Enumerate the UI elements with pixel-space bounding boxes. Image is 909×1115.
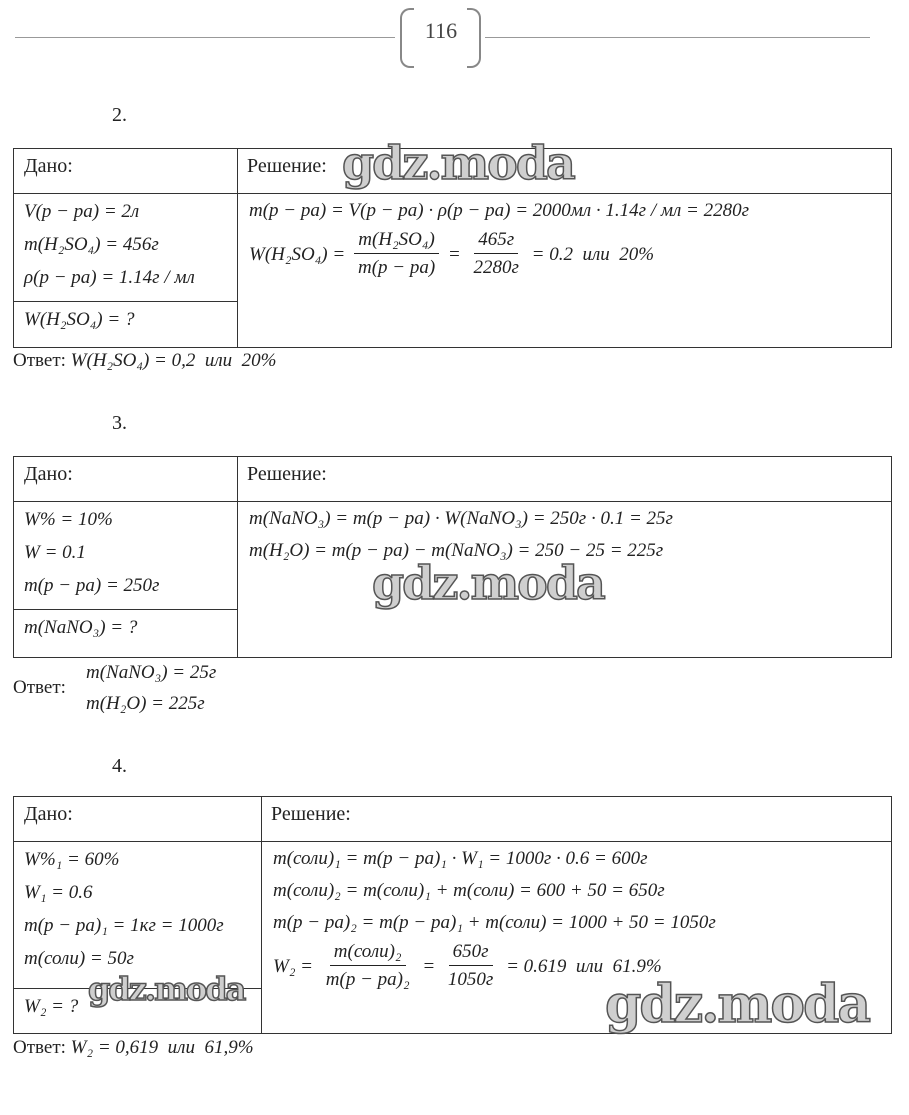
given-header: Дано: — [24, 803, 73, 825]
formula-text: m(соли)₂ = m(соли)₁ + m(соли) = 600 + 50 = 650г — [273, 880, 665, 901]
formula-text: m(NaNO₃) = m(p − pa) · W(NaNO₃) = 250г · 0.1 = 25г — [249, 508, 673, 529]
given-find-divider — [14, 301, 237, 302]
given-item: W%₁ = 60% — [24, 849, 120, 870]
fraction — [444, 939, 497, 994]
formula-text: = — [443, 243, 466, 265]
fraction-numerator: m(H₂SO₄) — [354, 227, 439, 254]
watermark-logo: gdz.moda — [372, 556, 604, 610]
solution-block — [249, 195, 749, 282]
header-rule-left — [15, 37, 395, 38]
formula-text: = 0.2 или 20% — [526, 243, 655, 265]
watermark-logo: gdz.moda — [88, 970, 245, 1008]
table-header-divider — [14, 841, 891, 842]
solution-line — [249, 195, 749, 227]
fraction-denominator: m(p − pa)₂ — [325, 969, 410, 990]
find-item: m(NaNO₃) = ? — [24, 617, 138, 638]
table-column-divider — [261, 797, 262, 1033]
solution-header: Решение: — [247, 463, 327, 485]
formula-text: W₂ = — [273, 955, 318, 977]
solution-line — [273, 875, 716, 907]
given-item: m(p − pa) = 250г — [24, 575, 160, 596]
given-item: V(p − pa) = 2л — [24, 201, 140, 222]
fraction-numerator: m(соли)₂ — [330, 939, 406, 966]
given-item: m(H₂SO₄) = 456г — [24, 234, 159, 255]
given-item: m(соли) = 50г — [24, 948, 134, 969]
formula-text: m(p − pa) = V(p − pa) · ρ(p − pa) = 2000мл · 1.14г / мл = 2280г — [249, 200, 750, 221]
solution-line — [249, 503, 673, 535]
formula-text: W(H₂SO₄) = — [249, 243, 350, 265]
fraction — [354, 227, 439, 282]
formula-text: = 0.619 или 61.9% — [501, 955, 662, 977]
header-rule-right — [485, 37, 870, 38]
formula-text: m(H₂O) = m(p − pa) − m(NaNO₃) = 250 − 25 = 225г — [249, 540, 664, 561]
problem-number: 4. — [112, 755, 127, 777]
given-item: ρ(p − pa) = 1.14г / мл — [24, 267, 195, 288]
given-item: m(p − pa)₁ = 1кг = 1000г — [24, 915, 224, 936]
find-item: W₂ = ? — [24, 996, 79, 1017]
formula-text: = — [417, 955, 440, 977]
answer-value: m(H₂O) = 225г — [86, 693, 205, 714]
answer-label: Ответ: — [13, 677, 66, 698]
given-header: Дано: — [24, 463, 73, 485]
fraction-denominator: 1050г — [447, 969, 494, 990]
table-column-divider — [237, 149, 238, 347]
find-item: W(H₂SO₄) = ? — [24, 309, 135, 330]
given-list — [24, 843, 224, 975]
fraction-denominator: m(p − pa) — [357, 257, 436, 278]
formula-text: m(соли)₁ = m(p − pa)₁ · W₁ = 1000г · 0.6 = 600г — [273, 848, 648, 869]
fraction-numerator: 465г — [474, 227, 518, 254]
solution-line — [273, 907, 716, 939]
given-item: W₁ = 0.6 — [24, 882, 93, 903]
solution-line — [249, 227, 749, 282]
answer-values — [86, 657, 216, 719]
answer-value: m(NaNO₃) = 25г — [86, 662, 217, 683]
answer-label: Ответ: — [13, 1037, 66, 1058]
problem-number: 3. — [112, 412, 127, 434]
watermark-logo: gdz.moda — [342, 136, 574, 190]
answer — [13, 350, 276, 372]
given-find-divider — [14, 609, 237, 610]
fraction — [322, 939, 414, 994]
given-list — [24, 503, 159, 602]
table-header-divider — [14, 193, 891, 194]
table-header-divider — [14, 501, 891, 502]
solution-header: Решение: — [271, 803, 351, 825]
given-header: Дано: — [24, 155, 73, 177]
fraction-numerator: 650г — [449, 939, 493, 966]
given-item: W = 0.1 — [24, 542, 86, 563]
answer-value: W₂ = 0,619 или 61,9% — [70, 1037, 254, 1058]
solution-line — [273, 843, 716, 875]
fraction — [470, 227, 523, 282]
answer — [13, 1037, 254, 1059]
watermark-logo: gdz.moda — [605, 974, 870, 1035]
answer-value: W(H₂SO₄) = 0,2 или 20% — [70, 350, 277, 371]
problem-number: 2. — [112, 104, 127, 126]
solution-block — [273, 843, 716, 994]
page-number: 116 — [424, 18, 458, 43]
answer-label: Ответ: — [13, 350, 66, 371]
fraction-denominator: 2280г — [473, 257, 519, 278]
formula-text: m(p − pa)₂ = m(p − pa)₁ + m(соли) = 1000 + 50 = 1050г — [273, 912, 716, 933]
table-column-divider — [237, 457, 238, 657]
given-list — [24, 195, 195, 294]
solution-header: Решение: — [247, 155, 327, 177]
given-item: W% = 10% — [24, 509, 113, 530]
